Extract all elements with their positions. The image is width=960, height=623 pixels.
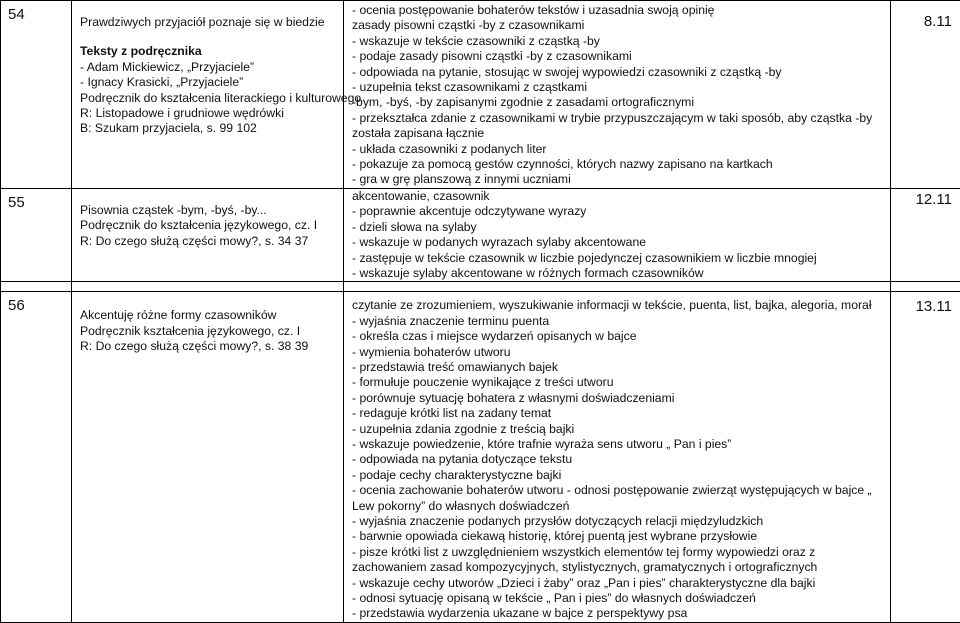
content-line: - barwnie opowiada ciekawą historię, której puentą jest wybrane przysłowie (352, 529, 886, 544)
topic-line: - Adam Mickiewicz, „Przyjaciele” (80, 60, 337, 75)
topic-line: R: Do czego służą części mowy?, s. 38 39 (80, 339, 337, 354)
content-line: - wskazuje sylaby akcentowane w różnych formach czasowników (352, 266, 886, 281)
content-line: zasady pisowni cząstki -by z czasownikami (352, 18, 886, 33)
content-line: - redaguje krótki list na zadany temat (352, 406, 886, 421)
topic-textbook-heading: Teksty z podręcznika (80, 44, 337, 59)
topic-line: Podręcznik do kształcenia literackiego i kulturowego (80, 91, 337, 106)
content-line: - wymienia bohaterów utworu (352, 345, 886, 360)
spacer-cell (72, 282, 344, 292)
spacer-cell (891, 282, 960, 292)
content-line: - podaje zasady pisowni cząstki -by z czasownikami (352, 49, 886, 64)
content-line: - przekształca zdanie z czasownikami w trybie przypuszczającym w taki sposób, aby cząstka -by została zapisana łącznie (352, 111, 886, 142)
topic-title: Pisownia cząstek -bym, -byś, -by... (80, 203, 337, 218)
lesson-content (344, 1, 891, 189)
lesson-topic (72, 292, 344, 623)
content-line: - wyjaśnia znaczenie podanych przysłów dotyczących relacji międzyludzkich (352, 514, 886, 529)
lesson-topic (72, 188, 344, 281)
lesson-number: 54 (1, 1, 72, 189)
lesson-number: 55 (1, 188, 72, 281)
topic-line: - Ignacy Krasicki, „Przyjaciele” (80, 75, 337, 90)
content-line: - odpowiada na pytania dotyczące tekstu (352, 452, 886, 467)
topic-line: Podręcznik do kształcenia językowego, cz. I (80, 218, 337, 233)
content-line: - uzupełnia zdania zgodnie z treścią bajki (352, 422, 886, 437)
lesson-date: 13.11 (891, 292, 960, 623)
content-line: - formułuje pouczenie wynikające z treści utworu (352, 375, 886, 390)
content-line: - wskazuje w tekście czasowniki z cząstką -by (352, 34, 886, 49)
content-line: - układa czasowniki z podanych liter (352, 142, 886, 157)
topic-line: B: Szukam przyjaciela, s. 99 102 (80, 121, 337, 136)
content-line: akcentowanie, czasownik (352, 189, 886, 204)
content-line: - odnosi sytuację opisaną w tekście „ Pan i pies” do własnych doświadczeń (352, 591, 886, 606)
lesson-row-54 (1, 1, 960, 189)
lesson-row-55 (1, 188, 960, 281)
lesson-date: 8.11 (891, 1, 960, 189)
content-line: - wskazuje cechy utworów „Dzieci i żaby” oraz „Pan i pies” charakterystyczne dla bajki (352, 576, 886, 591)
content-line: - poprawnie akcentuje odczytywane wyrazy (352, 204, 886, 219)
content-line: - gra w grę planszową z innymi uczniami (352, 172, 886, 187)
content-line: - podaje cechy charakterystyczne bajki (352, 468, 886, 483)
content-line: - ocenia postępowanie bohaterów tekstów i uzasadnia swoją opinię (352, 3, 886, 18)
topic-gap (80, 30, 337, 44)
lesson-content (344, 188, 891, 281)
content-line: - odpowiada na pytanie, stosując w swojej wypowiedzi czasowniki z cząstką -by (352, 65, 886, 80)
content-line: - uzupełnia tekst czasownikami z cząstkami (352, 80, 886, 95)
content-line: - wskazuje powiedzenie, które trafnie wyraża sens utworu „ Pan i pies” (352, 437, 886, 452)
content-line: czytanie ze zrozumieniem, wyszukiwanie informacji w tekście, puenta, list, bajka, alegoria, morał (352, 298, 886, 313)
spacer-cell (344, 282, 891, 292)
content-line: - zastępuje w tekście czasownik w liczbie pojedynczej czasownikiem w liczbie mnogiej (352, 251, 886, 266)
lesson-date: 12.11 (891, 188, 960, 281)
topic-line: Podręcznik kształcenia językowego, cz. I (80, 324, 337, 339)
content-line: - wyjaśnia znaczenie terminu puenta (352, 314, 886, 329)
spacer-cell (1, 282, 72, 292)
content-line: - pokazuje za pomocą gestów czynności, których nazwy zapisano na kartkach (352, 157, 886, 172)
content-line: - wskazuje w podanych wyrazach sylaby akcentowane (352, 235, 886, 250)
topic-line: R: Do czego służą części mowy?, s. 34 37 (80, 234, 337, 249)
lesson-row-56 (1, 292, 960, 623)
content-line: - przedstawia wydarzenia ukazane w bajce z perspektywy psa (352, 606, 886, 621)
lesson-number: 56 (1, 292, 72, 623)
topic-title: Prawdziwych przyjaciół poznaje się w biedzie (80, 15, 337, 30)
topic-line: R: Listopadowe i grudniowe wędrówki (80, 106, 337, 121)
content-line: -bym, -byś, -by zapisanymi zgodnie z zasadami ortograficznymi (352, 95, 886, 110)
content-line: - określa czas i miejsce wydarzeń opisanych w bajce (352, 329, 886, 344)
lesson-topic (72, 1, 344, 189)
content-line: - dzieli słowa na sylaby (352, 220, 886, 235)
content-line: - pisze krótki list z uwzględnieniem wszystkich elementów tej formy wypowiedzi oraz z zachowaniem zasad kompozycyjnych, stylistycznych, gramatycznych i ortograficznych (352, 545, 886, 576)
topic-title: Akcentuję różne formy czasowników (80, 308, 337, 323)
content-line: - przedstawia treść omawianych bajek (352, 360, 886, 375)
content-line: - ocenia zachowanie bohaterów utworu - odnosi postępowanie zwierząt występujących w bajce „ Lew pokorny” do własnych doświadczeń (352, 483, 886, 514)
lesson-content (344, 292, 891, 623)
row-spacer (1, 282, 960, 292)
content-line: - porównuje sytuację bohatera z własnymi doświadczeniami (352, 391, 886, 406)
